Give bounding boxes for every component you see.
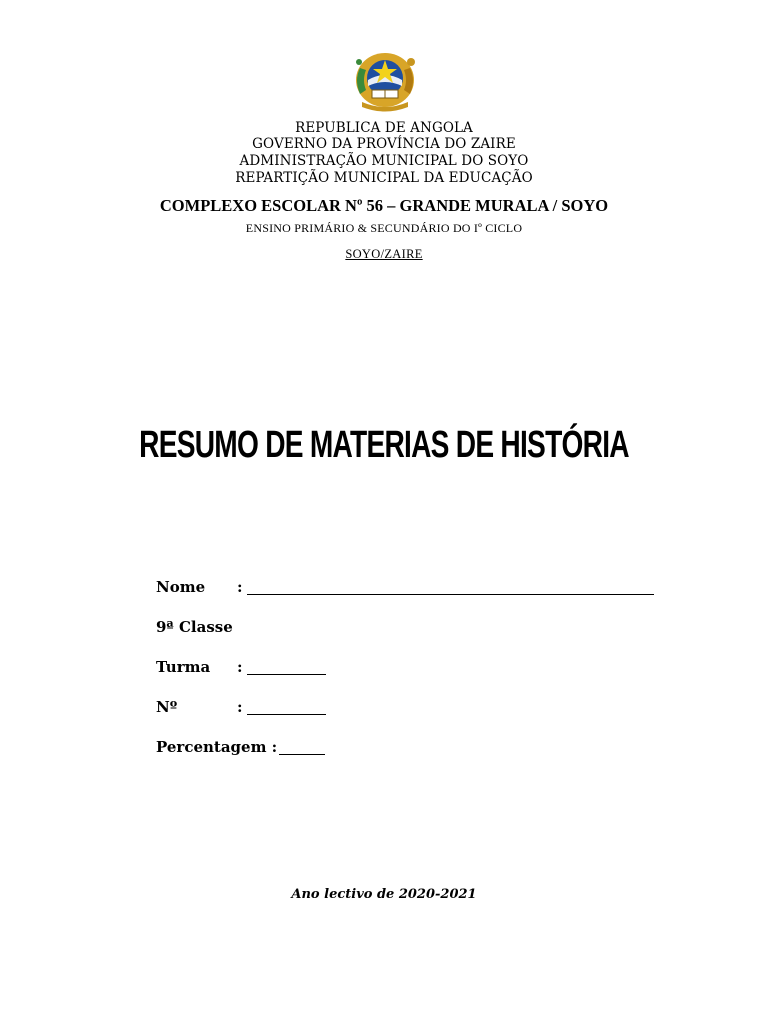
percentagem-label: Percentagem : <box>156 738 278 756</box>
school-name: COMPLEXO ESCOLAR Nº 56 – GRANDE MURALA / SOYO <box>159 196 609 215</box>
nome-colon: : <box>237 578 243 596</box>
document-title: RESUMO DE MATERIAS DE HISTÓRIA <box>139 424 629 466</box>
header-administration: ADMINISTRAÇÃO MUNICIPAL DO SOYO <box>239 153 529 169</box>
turma-label: Turma <box>156 658 211 676</box>
turma-field[interactable] <box>247 674 326 675</box>
angola-coat-of-arms-icon <box>350 50 420 116</box>
percentagem-field[interactable] <box>279 754 325 755</box>
classe-label: 9ª Classe <box>156 618 233 636</box>
numero-field[interactable] <box>247 714 326 715</box>
turma-colon: : <box>237 658 243 676</box>
academic-year: Ano lectivo de 2020-2021 <box>291 887 477 902</box>
header-government: GOVERNO DA PROVÍNCIA DO ZAIRE <box>252 136 516 152</box>
numero-colon: : <box>237 698 243 716</box>
header-department: REPARTIÇÃO MUNICIPAL DA EDUCAÇÃO <box>235 170 533 186</box>
nome-field[interactable] <box>247 594 654 595</box>
school-level: ENSINO PRIMÁRIO & SECUNDÁRIO DO Iº CICLO <box>245 221 523 235</box>
numero-label: Nº <box>156 698 178 716</box>
nome-label: Nome <box>156 578 206 596</box>
school-location: SOYO/ZAIRE <box>345 247 423 261</box>
header-republic: REPUBLICA DE ANGOLA <box>295 120 473 136</box>
